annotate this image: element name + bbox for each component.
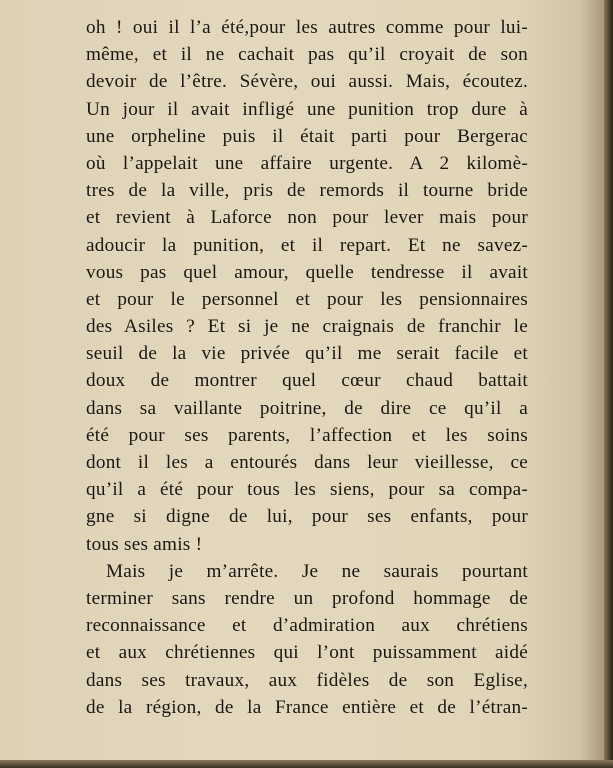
text-line: qu’il a été pour tous les siens, pour sa compa- xyxy=(86,479,528,501)
text-line: Un jour il avait infligé une punition trop dure à xyxy=(86,98,528,120)
text-line: de la région, de la France entière et de l’étran- xyxy=(86,696,528,718)
page-text xyxy=(86,14,528,721)
text-line: et pour le personnel et pour les pensionnaires xyxy=(86,288,528,310)
text-line: gne si digne de lui, pour ses enfants, pour xyxy=(86,506,528,528)
text-line: dans sa vaillante poitrine, de dire ce qu’il a xyxy=(86,397,528,419)
text-line: vous pas quel amour, quelle tendresse il avait xyxy=(86,261,528,283)
text-line: et aux chrétiennes qui l’ont puissamment aidé xyxy=(86,642,528,664)
text-line: terminer sans rendre un profond hommage de xyxy=(86,587,528,609)
text-line: des Asiles ? Et si je ne craignais de franchir le xyxy=(86,316,528,338)
text-line: adoucir la punition, et il repart. Et ne savez- xyxy=(86,234,528,256)
text-line: et revient à Laforce non pour lever mais pour xyxy=(86,207,528,229)
text-line: tres de la ville, pris de remords il tourne bride xyxy=(86,180,528,202)
text-line: reconnaissance et d’admiration aux chrétiens xyxy=(86,615,528,637)
text-line: tous ses amis ! xyxy=(86,533,203,555)
text-line: dont il les a entourés dans leur vieillesse, ce xyxy=(86,452,528,473)
text-line: devoir de l’être. Sévère, oui aussi. Mais, écoutez. xyxy=(86,71,528,93)
text-line: oh ! oui il l’a été,pour les autres comme pour lui- xyxy=(86,17,528,38)
text-line: une orpheline puis il était parti pour Bergerac xyxy=(86,125,528,147)
text-line: doux de montrer quel cœur chaud battait xyxy=(86,370,528,392)
page-edge xyxy=(604,0,613,768)
text-line: dans ses travaux, aux fidèles de son Eglise, xyxy=(86,669,528,691)
text-line: même, et il ne cachait pas qu’il croyait de son xyxy=(86,44,528,66)
page-bottom-edge xyxy=(0,760,613,768)
text-line: seuil de la vie privée qu’il me serait facile et xyxy=(86,343,528,365)
text-line: Mais je m’arrête. Je ne saurais pourtant xyxy=(106,560,528,582)
text-line: été pour ses parents, l’affection et les soins xyxy=(86,424,528,446)
text-line: où l’appelait une affaire urgente. A 2 kilomè- xyxy=(86,152,528,174)
